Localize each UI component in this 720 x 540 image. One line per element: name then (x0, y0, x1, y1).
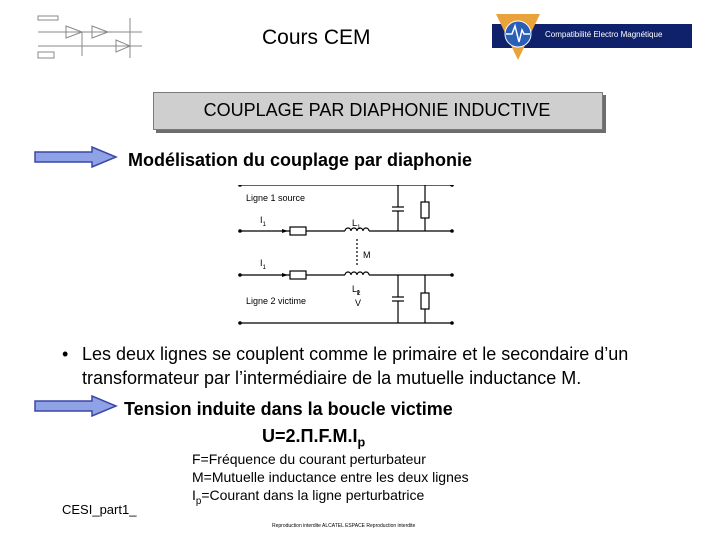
bullet-line-1: Les deux lignes se couplent comme le primaire et le secondaire d’un (82, 344, 629, 364)
arrow-icon (34, 146, 118, 168)
label-mutual: M (363, 250, 371, 260)
banner-title: COUPLAGE PAR DIAPHONIE INDUCTIVE (203, 100, 551, 120)
header-schematic-image (30, 12, 150, 62)
section-heading-tension: Tension induite dans la boucle victime (124, 399, 453, 419)
label-voltage: V (355, 298, 362, 308)
bullet-line-2: transformateur par l’intermédiaire de la mutuelle inductance M. (82, 368, 582, 388)
legend-line-2: M=Mutuelle inductance entre les deux lignes (192, 469, 469, 485)
page-title: Cours CEM (262, 26, 371, 49)
arrow-icon (34, 395, 118, 417)
label-line2-victim: Ligne 2 victime (246, 296, 307, 306)
footer-left: CESI_part1_ (62, 502, 137, 517)
legend-line-1: F=Fréquence du courant perturbateur (192, 451, 426, 467)
pi-symbol: Π (300, 426, 314, 446)
label-line1-source: Ligne 1 source (246, 193, 306, 203)
label-current-1: $I_1$ (260, 215, 267, 228)
footer-center: Reproduction interdite ALCATEL ESPACE Reproduction interdite (272, 523, 416, 529)
label-inductance-2: $L_2$ (352, 284, 361, 297)
section-heading-modelisation: Modélisation du couplage par diaphonie (128, 150, 473, 170)
legend-line-3: $I_p=Courant$ dans la ligne perturbatrice (192, 487, 425, 507)
bullet-marker: • (62, 344, 69, 364)
formula: $U=2.\Pi.F.M.I_p$ (262, 426, 366, 450)
logo-text: Compatibilité Electro Magnétique (545, 30, 663, 39)
label-inductance-1: $L_1$ (352, 218, 361, 231)
label-current-2: $I_1$ (260, 258, 267, 271)
